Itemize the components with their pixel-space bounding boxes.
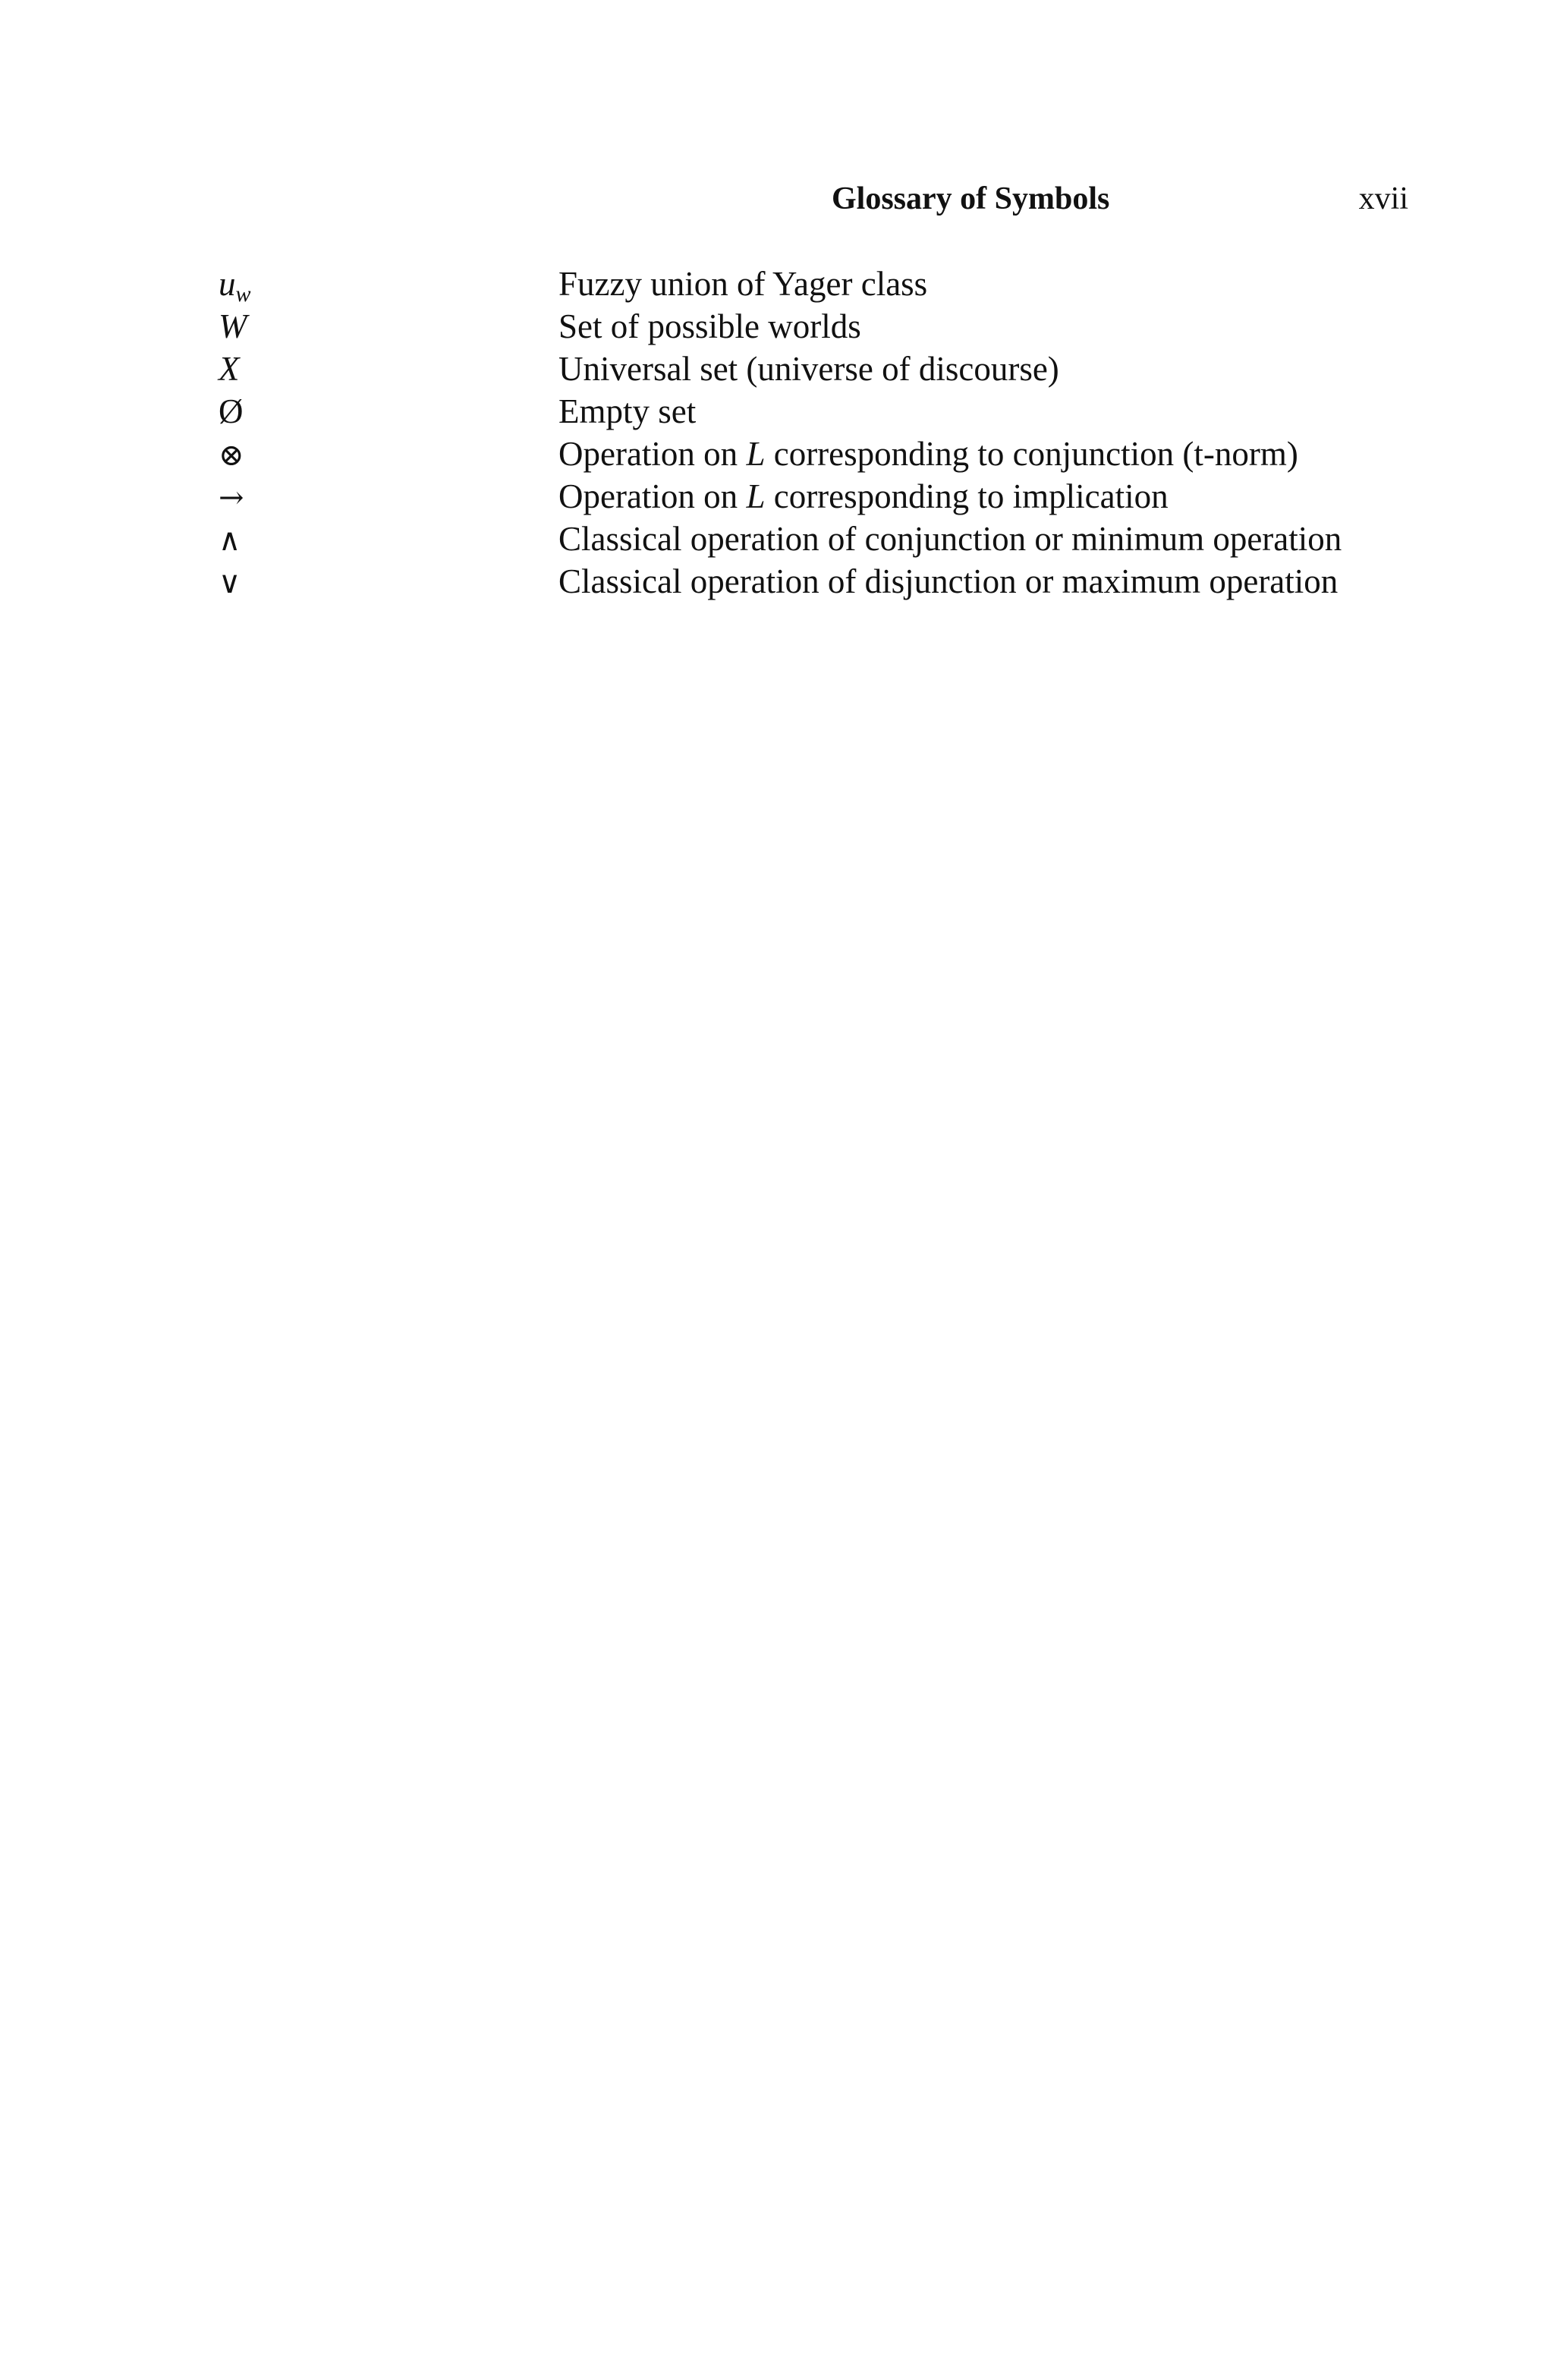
definition-text: corresponding to implication xyxy=(765,477,1169,515)
glossary-symbol: → xyxy=(219,480,244,515)
glossary-definition: Set of possible worlds xyxy=(558,307,861,345)
glossary-entry xyxy=(219,560,1417,603)
definition-variable: L xyxy=(746,477,766,515)
glossary-definition: Empty set xyxy=(558,392,697,430)
glossary-entry xyxy=(219,433,1417,475)
symbol-base: u xyxy=(219,265,236,303)
running-head xyxy=(832,176,1408,222)
glossary-symbol: ⊗ xyxy=(219,438,244,473)
glossary-symbol: Ø xyxy=(219,392,244,430)
glossary-entry xyxy=(219,475,1417,518)
glossary-definition: Fuzzy union of Yager class xyxy=(558,265,928,303)
glossary-definition: Classical operation of conjunction or minimum operation xyxy=(558,520,1342,558)
definition-text: Operation on xyxy=(558,477,747,515)
glossary-entry xyxy=(219,348,1417,390)
definition-text: corresponding to conjunction (t-norm) xyxy=(765,435,1298,473)
glossary-symbol: ∨ xyxy=(219,565,241,600)
symbol-subscript: w xyxy=(235,282,251,307)
glossary-entry xyxy=(219,305,1417,348)
definition-variable: L xyxy=(746,435,766,473)
glossary-list xyxy=(219,263,1417,603)
glossary-definition xyxy=(558,475,1169,518)
glossary-definition: Universal set (universe of discourse) xyxy=(558,350,1059,388)
glossary-symbol: X xyxy=(219,350,240,388)
glossary-entry xyxy=(219,390,1417,433)
glossary-definition xyxy=(558,433,1298,475)
definition-text: Operation on xyxy=(558,435,747,473)
glossary-definition: Classical operation of disjunction or maximum operation xyxy=(558,562,1339,600)
running-title: Glossary of Symbols xyxy=(832,181,1110,216)
page-number: xvii xyxy=(1358,181,1408,216)
glossary-entry xyxy=(219,518,1417,560)
glossary-entry xyxy=(219,263,1417,305)
glossary-symbol: W xyxy=(219,307,247,345)
glossary-symbol: ∧ xyxy=(219,523,241,558)
